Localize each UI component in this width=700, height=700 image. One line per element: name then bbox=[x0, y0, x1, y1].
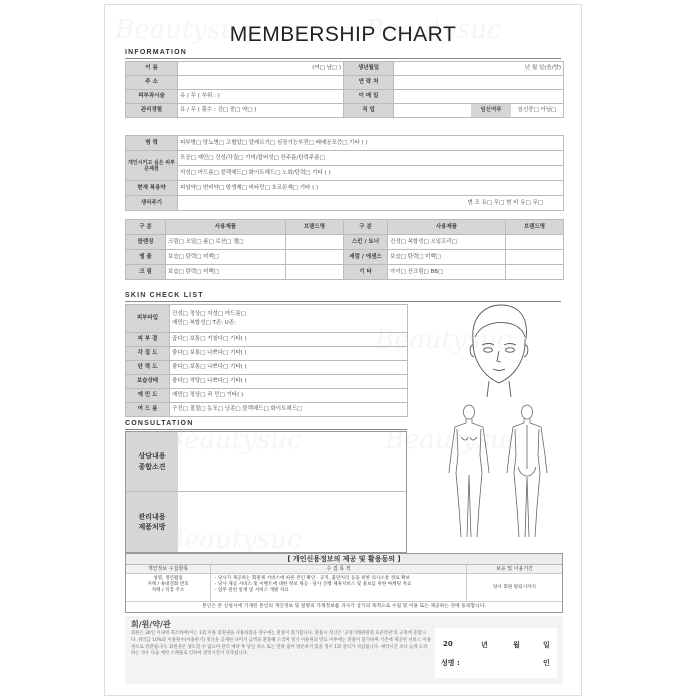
products-cell: 앰 플 bbox=[126, 250, 166, 265]
pregnant-options[interactable]: 임신중□ 아님□ bbox=[517, 107, 557, 113]
page-title: MEMBERSHIP CHART bbox=[229, 23, 457, 46]
privacy-header-row bbox=[126, 565, 562, 574]
products-cell[interactable] bbox=[286, 235, 344, 250]
products-cell[interactable] bbox=[506, 265, 564, 280]
history-row-value[interactable]: 모공□ 예민□ 건성/각질□ 기미/잡버섯□ 잔주름/탄력주름□ bbox=[178, 151, 564, 166]
birth-label: 생년월일 bbox=[344, 62, 394, 76]
history-table bbox=[125, 135, 564, 211]
address-label: 주 소 bbox=[126, 76, 178, 90]
consultation-notes-field[interactable] bbox=[178, 432, 406, 491]
products-cell: 기 타 bbox=[344, 265, 388, 280]
surgery-field[interactable]: 유 / 무 ( 부위 : ) bbox=[178, 90, 344, 104]
information-table bbox=[125, 61, 564, 118]
membership-terms-text: 회원은 30일 이내에 취소하며(이는 1회 이용 회원권을 사용하였을 경우에는 환불이 불가합니다. 환불시 정산은 '공정거래위원회 표준약관'의 규정에 준합니다. 위약금 10%와 이용횟수(이용한기) 정산을 공제한 나머지 금액을 환불해 드리며 정기 이용권의 만료 이후에는 환불이 불가하며 기존에 제공된 서비스 이용권으로 전환됩니다. 회원권은 양도할 수 없으며 관리 예약 후 당일 취소 또는 연락 없이 방문하지 않을 경우 1회 관리가 차감됩니다. 예약시간 보다 늦게 도착하는 경우 다음 예약 스케줄로 인하여 관리시간이 단축됩니다. bbox=[131, 631, 431, 657]
membership-chart-page bbox=[104, 4, 582, 696]
skin-check-label: 탄 력 도 bbox=[126, 361, 170, 375]
history-row-value[interactable]: 피임약□ 변비약□ 항생제□ 비타민□ 호르몬제□ 기타 ( ) bbox=[178, 181, 564, 196]
products-cell: 세럼 / 에센스 bbox=[344, 250, 388, 265]
job-label: 직 업 bbox=[344, 104, 394, 118]
privacy-items: 성명, 생년월일 자택 / 휴대전화 번호 자택 / 직장 주소 bbox=[126, 574, 211, 601]
products-cell[interactable] bbox=[286, 265, 344, 280]
skin-check-label: 피 부 결 bbox=[126, 333, 170, 347]
products-cell: 클렌징 bbox=[126, 235, 166, 250]
products-cell: 크 림 bbox=[126, 265, 166, 280]
history-row-label: 생리주기 bbox=[126, 196, 178, 211]
job-field[interactable] bbox=[394, 104, 564, 118]
privacy-body-row bbox=[126, 574, 562, 602]
birth-field[interactable]: 년 월 일(음/양) bbox=[394, 62, 564, 76]
history-row-label: 개인시키고 싶은 피부문제점 bbox=[126, 151, 178, 181]
history-row-label: 병 력 bbox=[126, 136, 178, 151]
section-consultation-title: CONSULTATION bbox=[125, 420, 194, 427]
care-label: 관리경험 bbox=[126, 104, 178, 118]
contact-field[interactable] bbox=[394, 76, 564, 90]
products-cell[interactable] bbox=[286, 250, 344, 265]
date-month-label: 월 bbox=[513, 641, 520, 649]
signature-name-label: 성명 : bbox=[441, 659, 460, 667]
skin-check-value[interactable]: 좋다□ 보통□ 나쁘다□ 기타( ) bbox=[170, 361, 408, 375]
skin-check-value[interactable]: 좋다□ 적당□ 나쁘다□ 기타( ) bbox=[170, 375, 408, 389]
products-cell[interactable] bbox=[506, 235, 564, 250]
products-cell[interactable]: 크림□ 오일□ 폼□ 로션□ 젤□ bbox=[166, 235, 286, 250]
name-label: 이 름 bbox=[126, 62, 178, 76]
care-field[interactable]: 유 / 무 ( 횟수 : 강□ 중□ 약□ ) bbox=[178, 104, 344, 118]
products-header: 구 분 bbox=[344, 220, 388, 235]
history-row-value[interactable]: 지성□ 여드름□ 블랙헤드□ 화이트헤드□ 노화/탄력□ 기타 ( ) bbox=[178, 166, 564, 181]
skin-check-label: 여 드 름 bbox=[126, 403, 170, 417]
consultation-label: 상담내용 종합소견 bbox=[126, 432, 178, 491]
products-table bbox=[125, 219, 564, 280]
surgery-label: 피부과시술 bbox=[126, 90, 178, 104]
pregnant-label: 임신여부 bbox=[471, 104, 511, 117]
section-skin-check-title: SKIN CHECK LIST bbox=[125, 292, 204, 299]
products-header: 브랜드명 bbox=[286, 220, 344, 235]
skin-check-value[interactable]: 예민□ 정상□ 과 민□ 기타( ) bbox=[170, 389, 408, 403]
section-rule bbox=[125, 429, 407, 430]
skin-check-table bbox=[125, 304, 408, 417]
history-row-label: 현재 복용약 bbox=[126, 181, 178, 196]
products-header: 구 분 bbox=[126, 220, 166, 235]
products-cell[interactable]: 보습□ 탄력□ 미백□ bbox=[166, 265, 286, 280]
body-back-diagram[interactable] bbox=[497, 403, 557, 541]
history-row-value[interactable]: 변 조 유□ 무□ 변 비 유□ 무□ bbox=[178, 196, 564, 211]
address-field[interactable] bbox=[178, 76, 344, 90]
products-header: 사용제품 bbox=[388, 220, 506, 235]
consultation-box bbox=[125, 431, 407, 553]
face-diagram[interactable] bbox=[451, 301, 547, 397]
seal-label: 인 bbox=[543, 659, 550, 667]
products-cell[interactable]: 아이□ 선크림□ BB□ bbox=[388, 265, 506, 280]
products-cell[interactable]: 건성□ 복합성□ 오일프리□ bbox=[388, 235, 506, 250]
body-front-diagram[interactable] bbox=[439, 403, 499, 541]
skin-check-label: 각 질 도 bbox=[126, 347, 170, 361]
section-rule bbox=[125, 58, 561, 59]
gender-options[interactable]: (여□ 남□ ) bbox=[312, 65, 341, 72]
consultation-row bbox=[126, 492, 406, 552]
privacy-purposes: · 당사가 제공하는 회원제 서비스에 따른 본인 확인 · 공지, 불만처리 등을 위한 의사소통 경로 확보 · 당사 제공 서비스 및 이벤트에 대한 정보 제공 · 당사 진행 제휴서비스 및 홍보를 위한 마케팅 자료 · 업무 관련 통계 및 서비스 개발 자료 bbox=[211, 574, 467, 601]
privacy-consent-statement: 본인은 본 신청서에 기재된 본인의 개인정보 및 질병의 가계정보를 귀사가 상기의 목적으로 수집 및 이용 또는 제공하는 것에 동의합니다. bbox=[202, 604, 486, 609]
skin-check-value[interactable]: 건성□ 정상□ 지성□ 여드름□ 예민□ 복합성□ T존: U존: bbox=[170, 305, 408, 333]
date-prefix: 20 bbox=[443, 640, 453, 648]
membership-terms-box bbox=[125, 616, 563, 684]
email-label: 이 메 일 bbox=[344, 90, 394, 104]
privacy-header: 수 집 목 적 bbox=[211, 565, 467, 573]
products-cell[interactable] bbox=[506, 250, 564, 265]
privacy-header: 보유 및 이용기간 bbox=[496, 566, 533, 572]
products-cell[interactable]: 보습□ 탄력□ 미백□ bbox=[388, 250, 506, 265]
privacy-header: 개인정보 수집항목 bbox=[126, 565, 211, 573]
privacy-title: [ 개인신용정보의 제공 및 활용동의 ] bbox=[126, 554, 562, 565]
date-year-label: 년 bbox=[481, 641, 488, 649]
products-header: 사용제품 bbox=[166, 220, 286, 235]
products-header: 브랜드명 bbox=[506, 220, 564, 235]
signature-box[interactable] bbox=[435, 628, 557, 678]
skin-check-value[interactable]: 좋다□ 보통□ 나쁘다□ 기타( ) bbox=[170, 347, 408, 361]
consultation-label: 관리내용 제품처방 bbox=[126, 492, 178, 552]
skin-check-value[interactable]: 곱다□ 보통□ 거칠다□ 기타( ) bbox=[170, 333, 408, 347]
skin-check-label: 피부타입 bbox=[126, 305, 170, 333]
section-information-title: INFORMATION bbox=[125, 49, 188, 56]
products-cell[interactable]: 보습□ 탄력□ 미백□ bbox=[166, 250, 286, 265]
history-row-value[interactable]: 피부병□ 당뇨병□ 고혈압□ 알레르기□ 심장기능부전□ 배배공포증□ 기타 ( ) bbox=[178, 136, 564, 151]
prescription-notes-field[interactable] bbox=[178, 492, 406, 552]
privacy-consent-box bbox=[125, 553, 563, 613]
name-field[interactable] bbox=[178, 62, 344, 76]
skin-check-label: 예 민 도 bbox=[126, 389, 170, 403]
membership-terms-title: 회/원/약/관 bbox=[131, 620, 171, 629]
consultation-row bbox=[126, 432, 406, 492]
privacy-period: 당사 회원 탈퇴시까지 bbox=[493, 585, 536, 590]
skin-check-label: 보습상태 bbox=[126, 375, 170, 389]
products-cell: 스킨 / 토너 bbox=[344, 235, 388, 250]
date-day-label: 일 bbox=[543, 641, 550, 649]
contact-label: 연 락 처 bbox=[344, 76, 394, 90]
skin-check-value[interactable]: 구진□ 결절□ 농포□ 낭종□ 블랙헤드□ 화이트헤드□ bbox=[170, 403, 408, 417]
email-field[interactable] bbox=[394, 90, 564, 104]
